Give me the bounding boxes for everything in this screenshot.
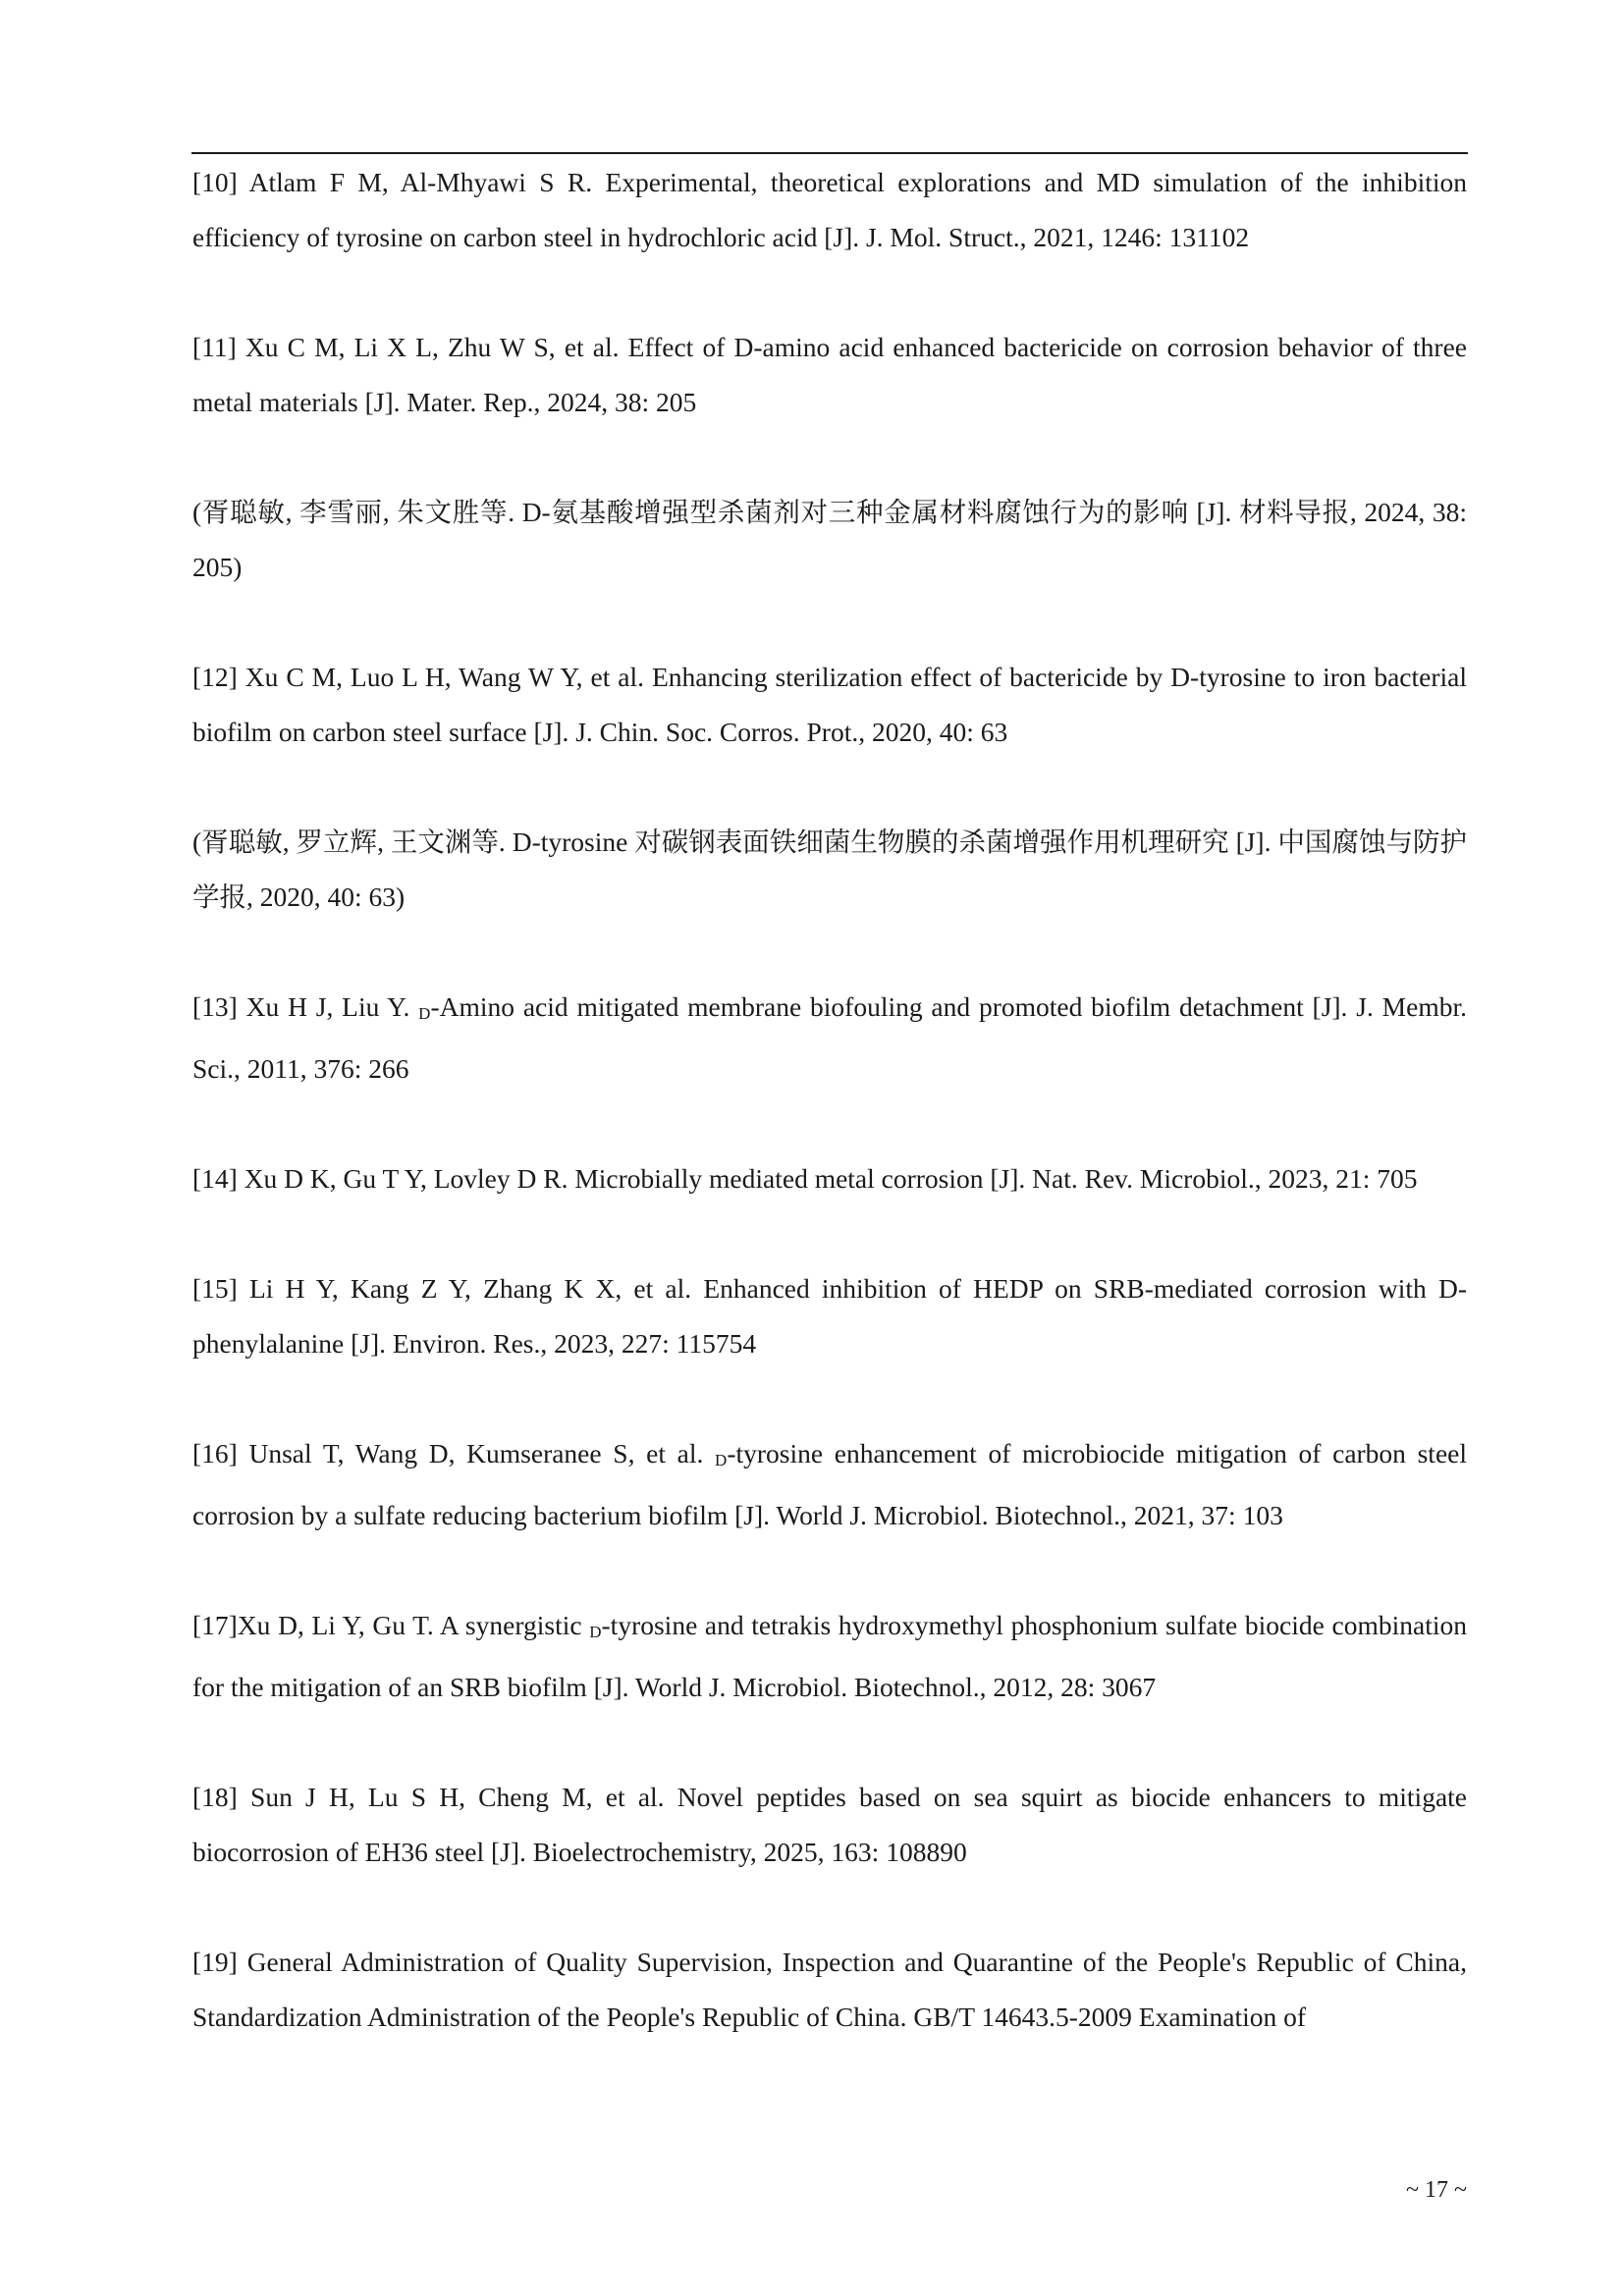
reference-list (192, 155, 1467, 2100)
reference-text: -tyrosine enhancement of microbiocide mitigation of carbon steel corrosion by a sulfate reducing bacterium biofilm [J]. World J. Microbiol. Biotechnol., 2021, 37: 103 (192, 1438, 1467, 1530)
page-number: ~ 17 ~ (1406, 2177, 1467, 2203)
reference-text: [17]Xu D, Li Y, Gu T. A synergistic (192, 1610, 590, 1640)
reference-entry-ref-12 (192, 650, 1467, 760)
header-rule (191, 152, 1468, 154)
reference-entry-ref-19 (192, 1935, 1467, 2045)
reference-entry-ref-11-cn (192, 485, 1467, 595)
reference-entry-ref-15 (192, 1261, 1467, 1371)
reference-text: [18] Sun J H, Lu S H, Cheng M, et al. Novel peptides based on sea squirt as biocide enhancers to mitigate biocorrosion of EH36 steel [J]. Bioelectrochemistry, 2025, 163: 108890 (192, 1782, 1467, 1867)
reference-entry-ref-14 (192, 1151, 1467, 1206)
reference-text: (胥聪敏, 李雪丽, 朱文胜等. D-氨基酸增强型杀菌剂对三种金属材料腐蚀行为的影响 [J]. 材料导报, 2024, 38: 205) (192, 497, 1467, 582)
small-cap-prefix: D (715, 1451, 728, 1469)
reference-entry-ref-13 (192, 980, 1467, 1096)
reference-text: -tyrosine and tetrakis hydroxymethyl phosphonium sulfate biocide combination for the mitigation of an SRB biofilm [J]. World J. Microbiol. Biotechnol., 2012, 28: 3067 (192, 1610, 1467, 1702)
reference-text: [15] Li H Y, Kang Z Y, Zhang K X, et al. Enhanced inhibition of HEDP on SRB-mediated corrosion with D-phenylalanine [J]. Environ. Res., 2023, 227: 115754 (192, 1273, 1467, 1359)
reference-entry-ref-17 (192, 1598, 1467, 1715)
reference-text: (胥聪敏, 罗立辉, 王文渊等. D-tyrosine 对碳钢表面铁细菌生物膜的杀菌增强作用机理研究 [J]. 中国腐蚀与防护学报, 2020, 40: 63) (192, 827, 1467, 912)
reference-entry-ref-18 (192, 1770, 1467, 1880)
small-cap-prefix: D (589, 1623, 602, 1641)
reference-entry-ref-11 (192, 320, 1467, 430)
reference-text: [16] Unsal T, Wang D, Kumseranee S, et al. (192, 1438, 716, 1468)
reference-entry-ref-16 (192, 1426, 1467, 1543)
reference-entry-ref-10 (192, 155, 1467, 265)
reference-text: [14] Xu D K, Gu T Y, Lovley D R. Microbially mediated metal corrosion [J]. Nat. Rev. Microbiol., 2023, 21: 705 (192, 1163, 1418, 1194)
reference-text: [10] Atlam F M, Al-Mhyawi S R. Experimental, theoretical explorations and MD simulation of the inhibition efficiency of tyrosine on carbon steel in hydrochloric acid [J]. J. Mol. Struct., 2021, 1246: 131102 (192, 167, 1467, 252)
reference-text: -Amino acid mitigated membrane biofouling and promoted biofilm detachment [J]. J. Membr. Sci., 2011, 376: 266 (192, 991, 1467, 1084)
reference-text: [19] General Administration of Quality Supervision, Inspection and Quarantine of the People's Republic of China, Standardization Administration of the People's Republic of China. GB/T 14643.5-2009 Examination of (192, 1947, 1467, 2032)
reference-entry-ref-12-cn (192, 815, 1467, 925)
reference-text: [12] Xu C M, Luo L H, Wang W Y, et al. Enhancing sterilization effect of bactericide by D-tyrosine to iron bacterial biofilm on carbon steel surface [J]. J. Chin. Soc. Corros. Prot., 2020, 40: 63 (192, 662, 1467, 747)
reference-text: [13] Xu H J, Liu Y. (192, 991, 419, 1022)
reference-text: [11] Xu C M, Li X L, Zhu W S, et al. Effect of D-amino acid enhanced bactericide on corrosion behavior of three metal materials [J]. Mater. Rep., 2024, 38: 205 (192, 332, 1467, 417)
small-cap-prefix: D (418, 1004, 431, 1023)
